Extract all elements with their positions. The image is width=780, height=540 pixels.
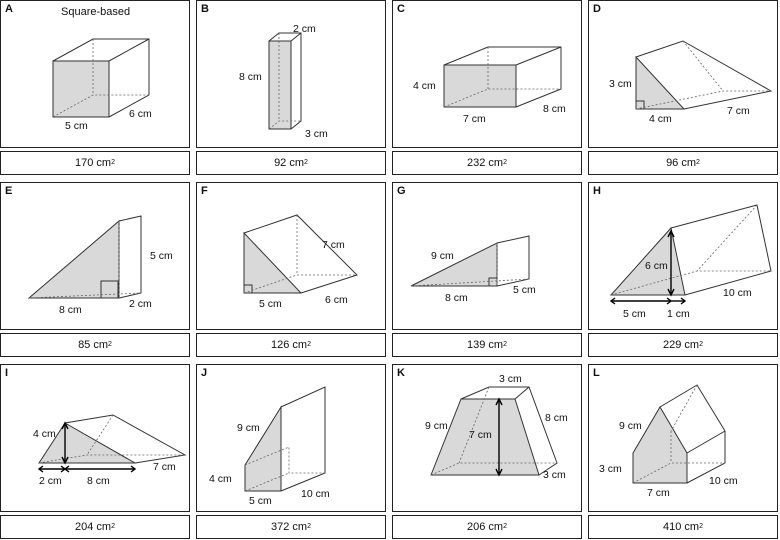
answer-exponent: 2 <box>503 522 507 530</box>
dim-label: 5 cm <box>513 284 536 296</box>
problem-card-e <box>0 182 190 330</box>
prism-k-diagram <box>393 365 583 513</box>
prism-h-diagram <box>589 183 779 331</box>
card-letter: J <box>201 367 208 379</box>
answer-exponent: 2 <box>111 522 115 530</box>
front-square-face <box>53 61 109 117</box>
problem-card-k <box>392 364 582 512</box>
dim-label: 5 cm <box>65 120 88 132</box>
problem-card-b <box>196 0 386 148</box>
answer-value: 232 cm <box>467 157 504 169</box>
answer-exponent: 2 <box>696 158 700 166</box>
answer-exponent: 2 <box>503 340 507 348</box>
prism-c-diagram <box>393 1 583 149</box>
dim-label: 5 cm <box>249 495 272 507</box>
answer-exponent: 2 <box>111 158 115 166</box>
answer-value: 170 cm <box>75 157 112 169</box>
problem-card-d <box>588 0 778 148</box>
dim-label: 4 cm <box>209 473 232 485</box>
dim-label: 7 cm <box>469 429 492 441</box>
card-letter: K <box>397 367 405 379</box>
answer-value: 96 cm <box>666 157 697 169</box>
prism-j-diagram <box>197 365 387 513</box>
answer-box-a <box>0 151 190 175</box>
problem-card-a <box>0 0 190 148</box>
dim-label: 4 cm <box>649 113 672 125</box>
answer-value: 139 cm <box>467 339 504 351</box>
prism-e-diagram <box>1 183 191 331</box>
prism-g-diagram <box>393 183 583 331</box>
answer-value: 126 cm <box>271 339 308 351</box>
dim-label: 7 cm <box>322 239 345 251</box>
card-letter: B <box>201 3 209 15</box>
dim-label: 3 cm <box>609 78 632 90</box>
prism-a-diagram <box>1 1 191 149</box>
dim-label: 9 cm <box>237 422 260 434</box>
problem-card-j <box>196 364 386 512</box>
answer-box-h <box>588 333 778 357</box>
card-letter: G <box>397 185 406 197</box>
dim-label: 3 cm <box>599 463 622 475</box>
dim-label: 9 cm <box>619 420 642 432</box>
card-letter: D <box>593 3 601 15</box>
problem-card-l <box>588 364 778 512</box>
problem-card-i <box>0 364 190 512</box>
dim-label: 4 cm <box>413 80 436 92</box>
card-letter: L <box>593 367 600 379</box>
problem-card-g <box>392 182 582 330</box>
prism-i-diagram <box>1 365 191 513</box>
problem-card-c <box>392 0 582 148</box>
dim-label: 5 cm <box>150 250 173 262</box>
dim-label: 8 cm <box>543 103 566 115</box>
card-letter: H <box>593 185 601 197</box>
card-letter: I <box>5 367 9 379</box>
answer-value: 204 cm <box>75 521 112 533</box>
prism-f-diagram <box>197 183 387 331</box>
answer-value: 410 cm <box>663 521 700 533</box>
answer-value: 206 cm <box>467 521 504 533</box>
dim-label: 8 cm <box>445 292 468 304</box>
answer-box-l <box>588 515 778 539</box>
pentagon-face <box>633 407 687 483</box>
answer-exponent: 2 <box>307 340 311 348</box>
answer-box-i <box>0 515 190 539</box>
card-letter: C <box>397 3 405 15</box>
answer-exponent: 2 <box>307 522 311 530</box>
dim-label: 7 cm <box>153 461 176 473</box>
answer-value: 92 cm <box>274 157 305 169</box>
prism-l-diagram <box>589 365 779 513</box>
answer-exponent: 2 <box>699 340 703 348</box>
answer-box-e <box>0 333 190 357</box>
dim-label: 10 cm <box>723 287 752 299</box>
answer-box-k <box>392 515 582 539</box>
dim-label: 7 cm <box>463 113 486 125</box>
dim-label: 2 cm <box>39 475 62 487</box>
dim-label: 8 cm <box>87 475 110 487</box>
answer-exponent: 2 <box>108 340 112 348</box>
dim-label: 6 cm <box>129 108 152 120</box>
card-letter: A <box>5 3 13 15</box>
triangle-face <box>411 243 497 286</box>
dim-label: 9 cm <box>431 250 454 262</box>
dim-label: 3 cm <box>305 128 328 140</box>
dim-label: 1 cm <box>667 308 690 320</box>
dim-label: 5 cm <box>259 298 282 310</box>
answer-exponent: 2 <box>304 158 308 166</box>
answer-box-d <box>588 151 778 175</box>
answer-exponent: 2 <box>699 522 703 530</box>
answer-box-f <box>196 333 386 357</box>
triangle-face <box>29 221 119 298</box>
dim-label: 7 cm <box>647 487 670 499</box>
dim-label: 8 cm <box>545 412 568 424</box>
answer-box-j <box>196 515 386 539</box>
dim-label: 2 cm <box>129 298 152 310</box>
dim-label: 3 cm <box>499 373 522 385</box>
front-rect-face <box>444 65 516 107</box>
answer-value: 372 cm <box>271 521 308 533</box>
prism-d-diagram <box>589 1 779 149</box>
dim-label: 8 cm <box>59 304 82 316</box>
dim-label: 3 cm <box>543 469 566 481</box>
answer-box-b <box>196 151 386 175</box>
front-rect-face <box>269 41 291 129</box>
dim-label: 10 cm <box>301 488 330 500</box>
answer-exponent: 2 <box>503 158 507 166</box>
card-caption: Square-based <box>61 6 131 18</box>
dim-label: 10 cm <box>709 475 738 487</box>
dim-label: 8 cm <box>239 71 262 83</box>
card-letter: F <box>201 185 208 197</box>
answer-box-c <box>392 151 582 175</box>
dim-label: 7 cm <box>727 105 750 117</box>
dim-label: 9 cm <box>425 420 448 432</box>
triangle-face <box>244 233 301 293</box>
problem-card-h <box>588 182 778 330</box>
answer-value: 229 cm <box>663 339 700 351</box>
problem-card-f <box>196 182 386 330</box>
dim-label: 2 cm <box>293 23 316 35</box>
dim-label: 6 cm <box>645 260 668 272</box>
answer-box-g <box>392 333 582 357</box>
card-letter: E <box>5 185 13 197</box>
dim-label: 6 cm <box>325 294 348 306</box>
answer-value: 85 cm <box>78 339 109 351</box>
dim-label: 4 cm <box>33 428 56 440</box>
dim-label: 5 cm <box>623 308 646 320</box>
prism-b-diagram <box>197 1 387 149</box>
